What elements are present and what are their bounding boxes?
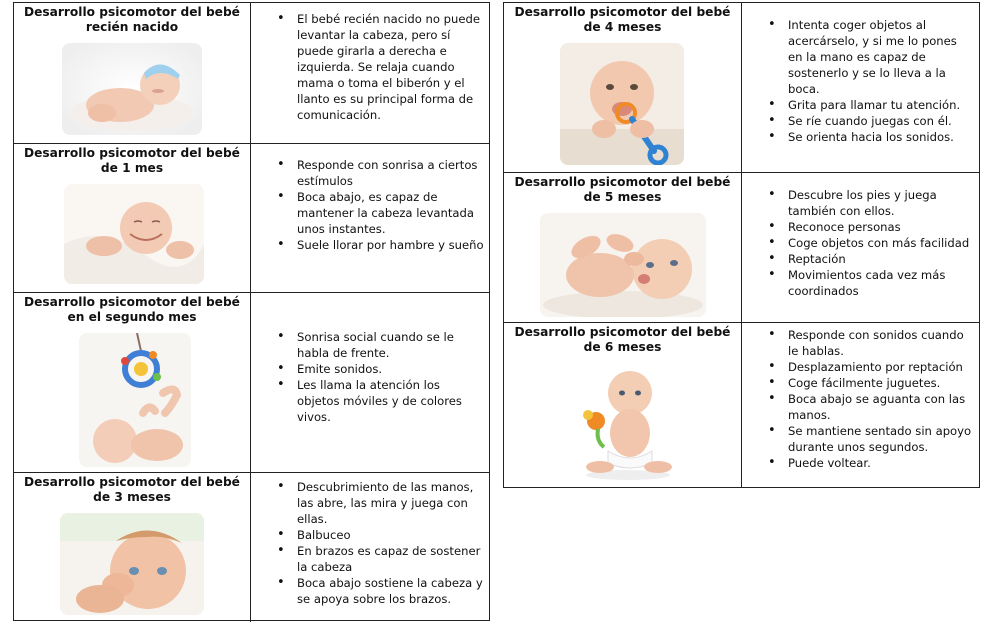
row-title: Desarrollo psicomotor del bebé de 1 mes xyxy=(24,146,240,175)
title-cell xyxy=(14,144,251,292)
title-cell xyxy=(504,173,742,322)
table-row xyxy=(14,3,489,144)
baby-biting-rattle-image xyxy=(560,43,684,165)
title-cell xyxy=(14,3,251,143)
table-row xyxy=(14,473,489,622)
list-item: • Reconoce personas xyxy=(766,219,974,235)
list-item: • Coge objetos con más facilidad xyxy=(766,235,974,251)
bullet-list xyxy=(766,327,974,471)
list-item: • Grita para llamar tu atención. xyxy=(766,97,974,113)
list-item: • Suele llorar por hambre y sueño xyxy=(275,237,485,253)
list-item: • Sonrisa social cuando se le habla de frente. xyxy=(275,329,485,361)
baby-smiling-image xyxy=(64,184,204,284)
baby-hands-face-image xyxy=(60,513,204,615)
baby-sitting-toy-image xyxy=(574,363,674,481)
right-table xyxy=(503,2,980,488)
list-item: • Se mantiene sentado sin apoyo durante unos segundos. xyxy=(766,423,974,455)
table-row xyxy=(14,293,489,473)
list-item: • Descubre los pies y juega también con ellos. xyxy=(766,187,974,219)
list-item: • Puede voltear. xyxy=(766,455,974,471)
table-row xyxy=(14,144,489,293)
list-item: • Reptación xyxy=(766,251,974,267)
list-item: • Boca abajo, es capaz de mantener la cabeza levantada unos instantes. xyxy=(275,189,485,237)
title-cell xyxy=(504,323,742,487)
list-item: • Descubrimiento de las manos, las abre, las mira y juega con ellas. xyxy=(275,479,485,527)
list-item: • Responde con sonrisa a ciertos estímulos xyxy=(275,157,485,189)
table-row xyxy=(504,323,979,487)
baby-reaching-toy-image xyxy=(79,333,191,467)
row-title: Desarrollo psicomotor del bebé de 5 meses xyxy=(514,175,731,204)
row-title: Desarrollo psicomotor del bebé en el segundo mes xyxy=(24,295,240,324)
title-cell xyxy=(504,3,742,172)
table-row xyxy=(504,3,979,173)
title-cell xyxy=(14,473,251,622)
list-item: • Desplazamiento por reptación xyxy=(766,359,974,375)
list-item: • Coge fácilmente juguetes. xyxy=(766,375,974,391)
list-item: • El bebé recién nacido no puede levantar la cabeza, pero sí puede girarla a derecha e izquierda. Se relaja cuando mama o toma el biberón y el llanto es su principal forma de comunicación. xyxy=(275,11,485,123)
list-item: • Balbuceo xyxy=(275,527,485,543)
baby-sleeping-image xyxy=(62,43,202,135)
list-item: • Responde con sonidos cuando le hablas. xyxy=(766,327,974,359)
list-item: • Boca abajo se aguanta con las manos. xyxy=(766,391,974,423)
row-title: Desarrollo psicomotor del bebé de 4 meses xyxy=(514,5,731,34)
list-item: • Emite sonidos. xyxy=(275,361,485,377)
table-row xyxy=(504,173,979,323)
list-item: • Se orienta hacia los sonidos. xyxy=(766,129,974,145)
title-cell xyxy=(14,293,251,472)
left-table xyxy=(13,2,490,621)
list-item: • Intenta coger objetos al acercárselo, y si me lo pones en la mano es capaz de sostenerlo y se lo lleva a la boca. xyxy=(766,17,974,97)
bullet-list xyxy=(766,17,974,145)
list-item: • Movimientos cada vez más coordinados xyxy=(766,267,974,299)
bullet-list xyxy=(275,157,485,253)
list-item: • Boca abajo sostiene la cabeza y se apoya sobre los brazos. xyxy=(275,575,485,607)
baby-holding-feet-image xyxy=(540,213,706,317)
list-item: • Se ríe cuando juegas con él. xyxy=(766,113,974,129)
bullet-list xyxy=(766,187,974,299)
bullet-list xyxy=(275,329,485,425)
bullet-list xyxy=(275,11,485,123)
list-item: • Les llama la atención los objetos móviles y de colores vivos. xyxy=(275,377,485,425)
bullet-list xyxy=(275,479,485,607)
row-title: Desarrollo psicomotor del bebé recién nacido xyxy=(24,5,240,34)
row-title: Desarrollo psicomotor del bebé de 3 meses xyxy=(24,475,240,504)
list-item: • En brazos es capaz de sostener la cabeza xyxy=(275,543,485,575)
row-title: Desarrollo psicomotor del bebé de 6 meses xyxy=(514,325,731,354)
